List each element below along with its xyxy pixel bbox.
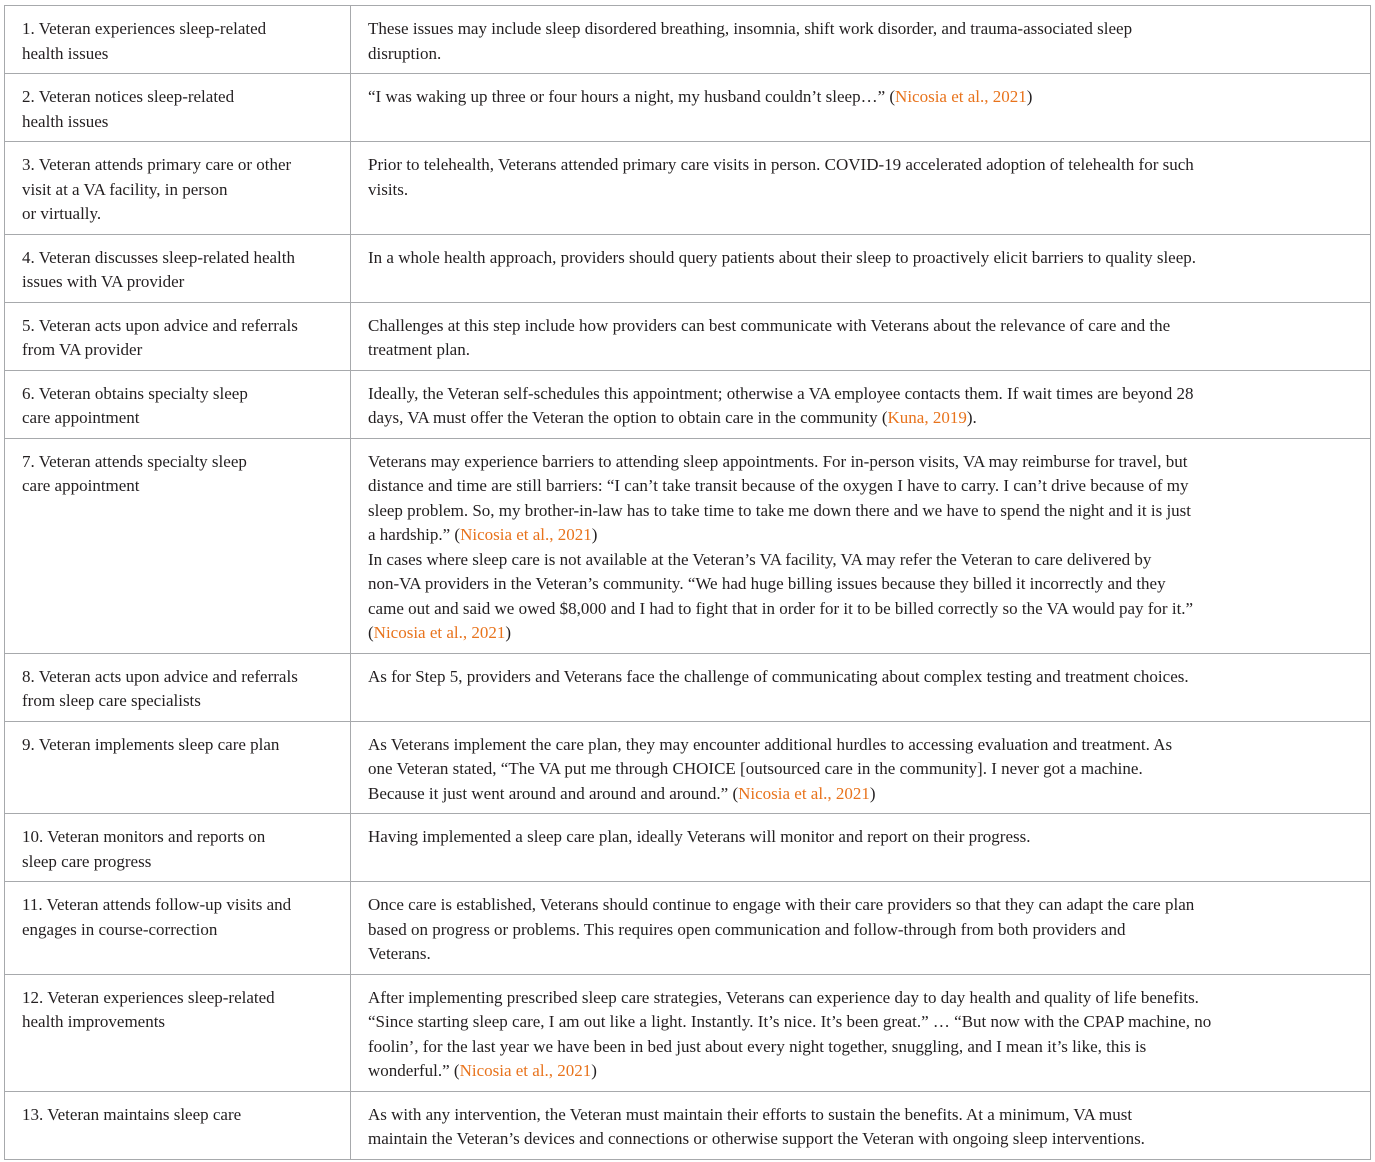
table-row <box>5 814 1371 882</box>
description-text: Ideally, the Veteran self-schedules this appointment; otherwise a VA employee contacts them. If wait times are beyond 28 days, VA must offer the Veteran the option to obtain care in the community ( <box>368 383 1194 427</box>
step-description-cell <box>351 370 1371 438</box>
description-text: Once care is established, Veterans should continue to engage with their care providers so that they can adapt the care plan based on progress or problems. This requires open communication and follow-through from both providers and Veterans. <box>368 895 1195 963</box>
step-description-cell <box>351 814 1371 882</box>
step-description-cell <box>351 974 1371 1091</box>
step-label: 7. Veteran attends specialty sleep care appointment <box>22 451 247 495</box>
citation-link[interactable]: Nicosia et al., 2021 <box>373 623 506 642</box>
description-text: Challenges at this step include how providers can best communicate with Veterans about the relevance of care and the treatment plan. <box>368 315 1171 359</box>
step-label-cell <box>5 74 351 142</box>
description-text: As with any intervention, the Veteran must maintain their efforts to sustain the benefits. At a minimum, VA must maintain the Veteran’s devices and connections or otherwise support the Veteran with ongoing sleep interventions. <box>368 1104 1145 1148</box>
step-label-cell <box>5 974 351 1091</box>
table-row <box>5 6 1371 74</box>
step-description-cell <box>351 142 1371 235</box>
steps-table-body <box>5 6 1371 1160</box>
table-row <box>5 882 1371 975</box>
steps-table <box>4 5 1371 1160</box>
step-description-cell <box>351 438 1371 653</box>
step-description-cell <box>351 234 1371 302</box>
step-description-cell <box>351 653 1371 721</box>
table-row <box>5 234 1371 302</box>
citation-link[interactable]: Nicosia et al., 2021 <box>738 783 870 803</box>
description-text: ) <box>591 1061 597 1080</box>
step-label: 6. Veteran obtains specialty sleep care appointment <box>22 383 248 427</box>
step-label-cell <box>5 6 351 74</box>
step-label: 5. Veteran acts upon advice and referrals from VA provider <box>22 315 298 359</box>
table-row <box>5 370 1371 438</box>
step-description-cell <box>351 74 1371 142</box>
citation-link[interactable]: Nicosia et al., 2021 <box>895 87 1027 106</box>
description-text: ) <box>869 783 876 803</box>
step-label-cell <box>5 721 351 814</box>
step-label-cell <box>5 370 351 438</box>
step-description-cell <box>351 882 1371 975</box>
description-text: As Veterans implement the care plan, they may encounter additional hurdles to accessing evaluation and treatment. As one Veteran stated, “The VA put me through CHOICE [outsourced care in the community]. I never got a machine. Because it just went around and around and around.” ( <box>368 734 1173 803</box>
description-text: These issues may include sleep disordered breathing, insomnia, shift work disorder, and trauma-associated sleep disruption. <box>368 19 1133 63</box>
description-text: “I was waking up three or four hours a night, my husband couldn’t sleep…” ( <box>368 87 896 106</box>
step-label: 8. Veteran acts upon advice and referrals from sleep care specialists <box>22 666 298 710</box>
description-text: Veterans may experience barriers to attending sleep appointments. For in-person visits, VA may reimburse for travel, but distance and time are still barriers: “I can’t take transit because of the oxygen I have to carry. I can’t drive because of my sleep problem. So, my brother-in-law has to take time to take me down there and we have to spend the night and it is just a hardship.” ( <box>368 451 1192 544</box>
step-label: 2. Veteran notices sleep-related health issues <box>22 87 235 131</box>
step-label-cell <box>5 234 351 302</box>
table-row <box>5 1091 1371 1159</box>
table-row <box>5 74 1371 142</box>
step-label: 9. Veteran implements sleep care plan <box>22 734 280 754</box>
step-description-cell <box>351 302 1371 370</box>
description-text: ). <box>966 408 977 427</box>
step-label: 12. Veteran experiences sleep-related health improvements <box>22 987 275 1031</box>
step-label: 10. Veteran monitors and reports on sleep care progress <box>22 827 266 871</box>
step-description-cell <box>351 6 1371 74</box>
table-row <box>5 302 1371 370</box>
citation-link[interactable]: Kuna, 2019 <box>887 408 967 427</box>
description-text: ) <box>505 623 512 642</box>
step-label: 3. Veteran attends primary care or other visit at a VA facility, in person or virtually. <box>22 155 292 223</box>
description-text: ) In cases where sleep care is not available at the Veteran’s VA facility, VA may refer the Veteran to care delivered by non-VA providers in the Veteran’s community. “We had huge billing issues because they billed it incorrectly and they came out and said we owed $8,000 and I had to fight that in order for it to be billed correctly so the VA would pay for it.” ( <box>368 525 1194 642</box>
table-row <box>5 721 1371 814</box>
description-text: After implementing prescribed sleep care strategies, Veterans can experience day to day health and quality of life benefits. “Since starting sleep care, I am out like a light. Instantly. It’s nice. It’s been great.” … “But now with the CPAP machine, no foolin’, for the last year we have been in bed just about every night together, snuggling, and I mean it’s like, this is wonderful.” ( <box>368 987 1212 1080</box>
step-description-cell <box>351 721 1371 814</box>
step-label-cell <box>5 653 351 721</box>
step-label-cell <box>5 142 351 235</box>
step-label-cell <box>5 1091 351 1159</box>
step-label-cell <box>5 882 351 975</box>
description-text: Having implemented a sleep care plan, ideally Veterans will monitor and report on their progress. <box>368 827 1031 846</box>
step-label-cell <box>5 438 351 653</box>
step-label-cell <box>5 814 351 882</box>
citation-link[interactable]: Nicosia et al., 2021 <box>460 525 592 544</box>
step-label: 4. Veteran discusses sleep-related health issues with VA provider <box>22 247 296 291</box>
table-row <box>5 974 1371 1091</box>
step-description-cell <box>351 1091 1371 1159</box>
step-label: 1. Veteran experiences sleep-related health issues <box>22 19 267 63</box>
table-row <box>5 438 1371 653</box>
step-label: 11. Veteran attends follow-up visits and engages in course-correction <box>22 895 292 939</box>
step-label-cell <box>5 302 351 370</box>
description-text: ) <box>1026 87 1033 106</box>
description-text: Prior to telehealth, Veterans attended primary care visits in person. COVID-19 accelerated adoption of telehealth for such visits. <box>368 155 1194 199</box>
description-text: In a whole health approach, providers should query patients about their sleep to proactively elicit barriers to quality sleep. <box>368 247 1197 267</box>
table-row <box>5 653 1371 721</box>
description-text: As for Step 5, providers and Veterans face the challenge of communicating about complex testing and treatment choices. <box>368 666 1189 686</box>
table-row <box>5 142 1371 235</box>
citation-link[interactable]: Nicosia et al., 2021 <box>459 1061 592 1080</box>
step-label: 13. Veteran maintains sleep care <box>22 1104 242 1124</box>
